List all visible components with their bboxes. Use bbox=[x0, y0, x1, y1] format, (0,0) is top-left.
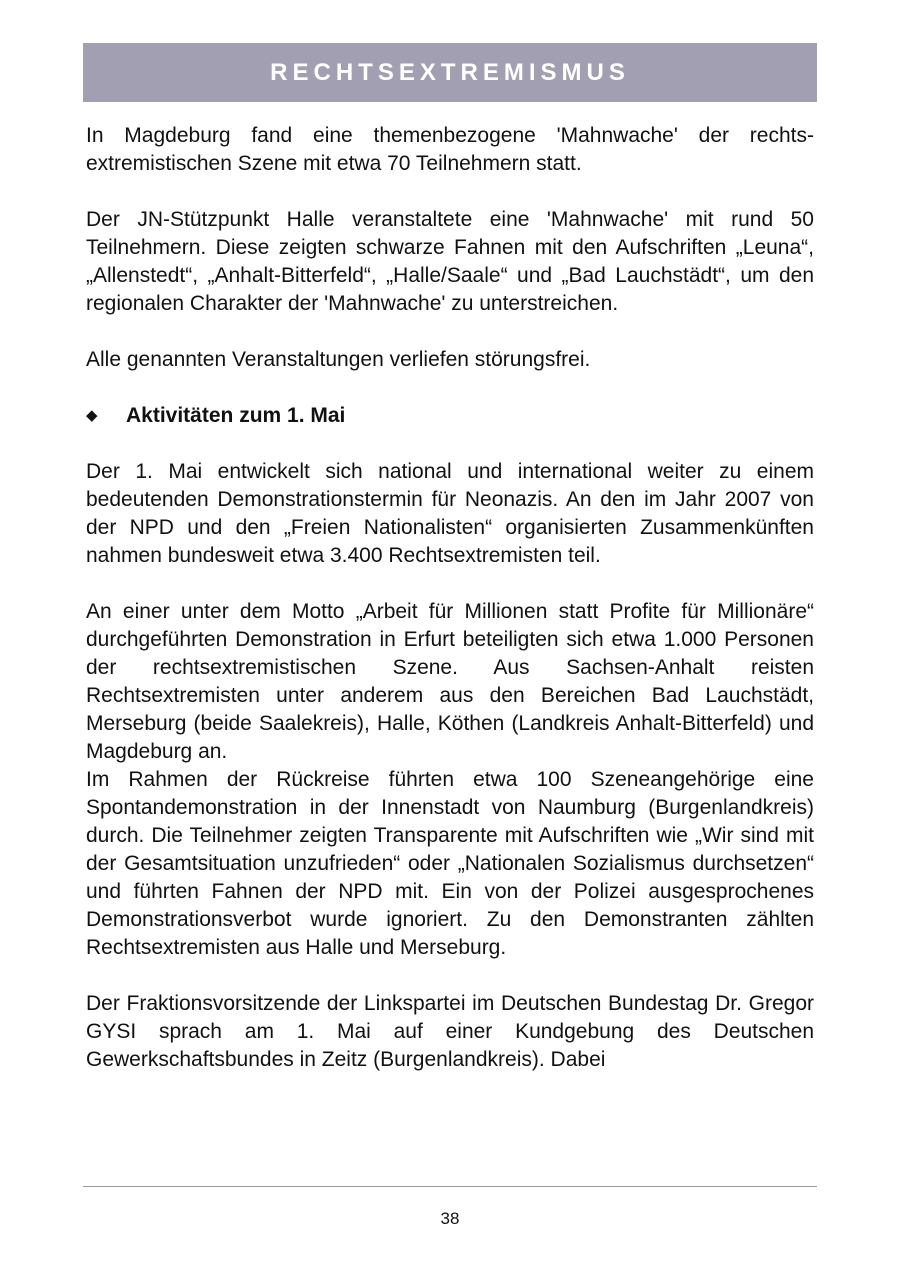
paragraph-gysi-zeitz: Der Fraktionsvorsitzende der Linkspartei im Deutschen Bundestag Dr. Gregor GYSI sprach am 1. Mai auf einer Kundgebung des Deutschen Gewerkschaftsbundes in Zeitz (Burgenlandkreis). Dabei bbox=[86, 992, 814, 1071]
paragraph-naumburg-spontandemonstration: Im Rahmen der Rückreise führten etwa 100 Szeneangehörige eine Spontandemonstration in der Innenstadt von Naumburg (Burgenlandkreis) durch. Die Teilnehmer zeigten Transparente mit Aufschriften wie „Wir sind mit der Gesamtsituation unzufrieden“ oder „Nationalen Sozialismus durchsetzen“ und führten Fahnen der NPD mit. Ein von der Polizei ausgesprochenes Demonstrationsverbot wurde ignoriert. Zu den Demonstranten zählten Rechtsextremisten aus Halle und Merseburg. bbox=[86, 768, 814, 959]
paragraph-halle-mahnwache: Der JN-Stützpunkt Halle veranstaltete eine 'Mahnwache' mit rund 50 Teilnehmern. Diese zeigten schwarze Fahnen mit den Aufschriften „Leuna“, „Allenstedt“, „Anhalt-Bitterfeld“, „Halle/Saale“ und „Bad Lauchstädt“, um den regionalen Charakter der 'Mahnwache' zu unterstreichen. bbox=[86, 208, 814, 315]
paragraph-magdeburg-mahnwache: In Magdeburg fand eine themenbezogene 'Mahnwache' der rechts-extremistischen Szene mit etwa 70 Teilnehmern statt. bbox=[86, 124, 814, 175]
footer-divider bbox=[83, 1186, 817, 1187]
paragraph-1-mai-national: Der 1. Mai entwickelt sich national und international weiter zu einem bedeutenden Demonstrationstermin für Neonazis. An den im Jahr 2007 von der NPD und den „Freien Nationalisten“ organisierten Zusammenkünften nahmen bundesweit etwa 3.400 Rechtsextremisten teil. bbox=[86, 460, 814, 567]
diamond-bullet-icon: ◆ bbox=[86, 407, 98, 424]
section-heading bbox=[86, 402, 814, 430]
section-heading-text: Aktivitäten zum 1. Mai bbox=[126, 404, 346, 427]
page-number: 38 bbox=[440, 1209, 460, 1228]
paragraph-stoerungsfrei: Alle genannten Veranstaltungen verliefen störungsfrei. bbox=[86, 348, 591, 371]
section-header-bar bbox=[83, 43, 817, 102]
section-title: RECHTSEXTREMISMUS bbox=[270, 58, 630, 86]
page-content bbox=[86, 122, 814, 1102]
paragraph-erfurt-demonstration: An einer unter dem Motto „Arbeit für Millionen statt Profite für Millionäre“ durchgeführten Demonstration in Erfurt beteiligten sich etwa 1.000 Personen der rechtsextremistischen Szene. Aus Sachsen-Anhalt reisten Rechtsextremisten unter anderem aus den Bereichen Bad Lauchstädt, Merseburg (beide Saalekreis), Halle, Köthen (Landkreis Anhalt-Bitterfeld) und Magdeburg an. bbox=[86, 600, 814, 763]
